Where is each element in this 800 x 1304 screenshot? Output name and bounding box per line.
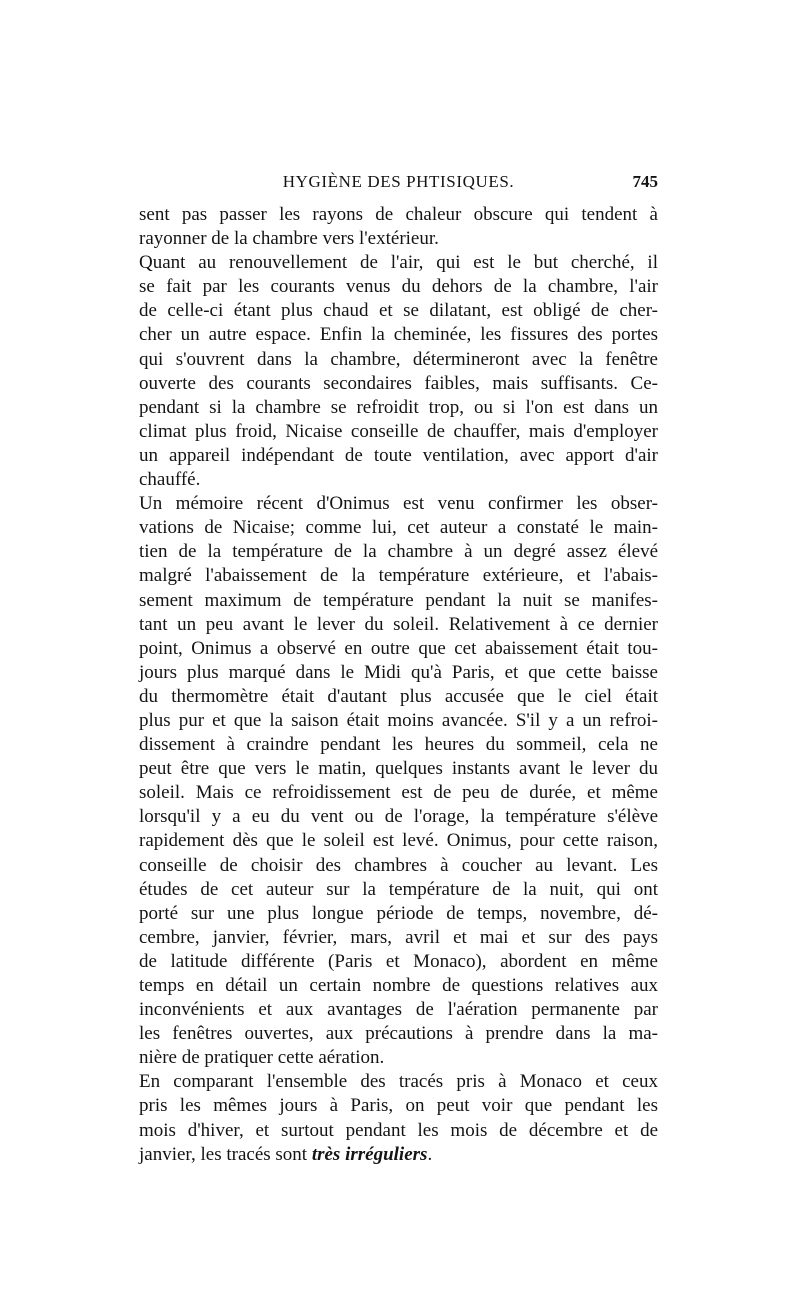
text-line: les fenêtres ouvertes, aux précautions à prendre dans la ma- xyxy=(139,1023,658,1045)
text-line: sement maximum de température pendant la nuit se manifes- xyxy=(139,589,658,611)
final-line-suffix: . xyxy=(427,1143,433,1165)
text-line: mois d'hiver, et surtout pendant les mois de décembre et de xyxy=(139,1119,658,1141)
text-line: plus pur et que la saison était moins avancée. S'il y a un refroi- xyxy=(139,709,658,731)
text-line: inconvénients et aux avantages de l'aération permanente par xyxy=(139,999,658,1021)
running-head xyxy=(139,172,658,202)
text-line: En comparant l'ensemble des tracés pris à Monaco et ceux xyxy=(139,1071,658,1093)
emphasized-text: très irréguliers xyxy=(311,1143,428,1165)
final-text-line xyxy=(139,1143,658,1167)
text-line: cher un autre espace. Enfin la cheminée, les fissures des portes xyxy=(139,324,658,346)
text-line: rayonner de la chambre vers l'extérieur. xyxy=(139,228,439,250)
text-line: point, Onimus a observé en outre que cet abaissement était tou- xyxy=(139,637,658,659)
text-line: peut être que vers le matin, quelques instants avant le lever du xyxy=(139,758,658,780)
text-line: de celle-ci étant plus chaud et se dilatant, est obligé de cher- xyxy=(139,300,658,322)
text-line: études de cet auteur sur la température de la nuit, qui ont xyxy=(139,878,658,900)
running-title: HYGIÈNE DES PHTISIQUES. xyxy=(282,172,515,191)
text-line: vations de Nicaise; comme lui, cet auteur a constaté le main- xyxy=(139,517,658,539)
text-line: lorsqu'il y a eu du vent ou de l'orage, la température s'élève xyxy=(139,806,658,828)
text-line: malgré l'abaissement de la température extérieure, et l'abais- xyxy=(139,565,658,587)
text-line: tien de la température de la chambre à un degré assez élevé xyxy=(139,541,658,563)
text-line: Un mémoire récent d'Onimus est venu confirmer les obser- xyxy=(139,493,658,515)
text-line: Quant au renouvellement de l'air, qui est le but cherché, il xyxy=(139,252,658,274)
body-text xyxy=(139,203,658,1167)
text-line: ouverte des courants secondaires faibles, mais suffisants. Ce- xyxy=(139,372,658,394)
final-line-prefix: janvier, les tracés sont xyxy=(139,1143,312,1165)
text-line: nière de pratiquer cette aération. xyxy=(139,1047,385,1069)
text-line: de latitude différente (Paris et Monaco), abordent en même xyxy=(139,950,658,972)
text-line: sent pas passer les rayons de chaleur obscure qui tendent à xyxy=(139,204,658,225)
text-line: dissement à craindre pendant les heures du sommeil, cela ne xyxy=(139,734,658,756)
text-line: climat plus froid, Nicaise conseille de chauffer, mais d'employer xyxy=(139,420,658,442)
text-line: un appareil indépendant de toute ventilation, avec apport d'air xyxy=(139,444,658,466)
text-line: temps en détail un certain nombre de questions relatives aux xyxy=(139,975,658,996)
text-line: conseille de choisir des chambres à coucher au levant. Les xyxy=(139,854,658,876)
text-line: tant un peu avant le lever du soleil. Relativement à ce dernier xyxy=(139,613,658,635)
text-line: pris les mêmes jours à Paris, on peut voir que pendant les xyxy=(139,1095,658,1117)
text-line: jours plus marqué dans le Midi qu'à Paris, et que cette baisse xyxy=(139,661,658,683)
text-line: pendant si la chambre se refroidit trop, ou si l'on est dans un xyxy=(139,396,658,418)
text-line: se fait par les courants venus du dehors de la chambre, l'air xyxy=(139,276,658,298)
text-line: chauffé. xyxy=(139,469,201,491)
text-line: qui s'ouvrent dans la chambre, détermineront avec la fenêtre xyxy=(139,348,658,370)
text-line: rapidement dès que le soleil est levé. Onimus, pour cette raison, xyxy=(139,830,658,852)
text-line: du thermomètre était d'autant plus accusée que le ciel était xyxy=(139,685,658,707)
text-line: porté sur une plus longue période de temps, novembre, dé- xyxy=(139,902,658,924)
text-line: cembre, janvier, février, mars, avril et mai et sur des pays xyxy=(139,926,658,948)
text-line: soleil. Mais ce refroidissement est de peu de durée, et même xyxy=(139,782,658,804)
page-number: 745 xyxy=(632,172,658,191)
